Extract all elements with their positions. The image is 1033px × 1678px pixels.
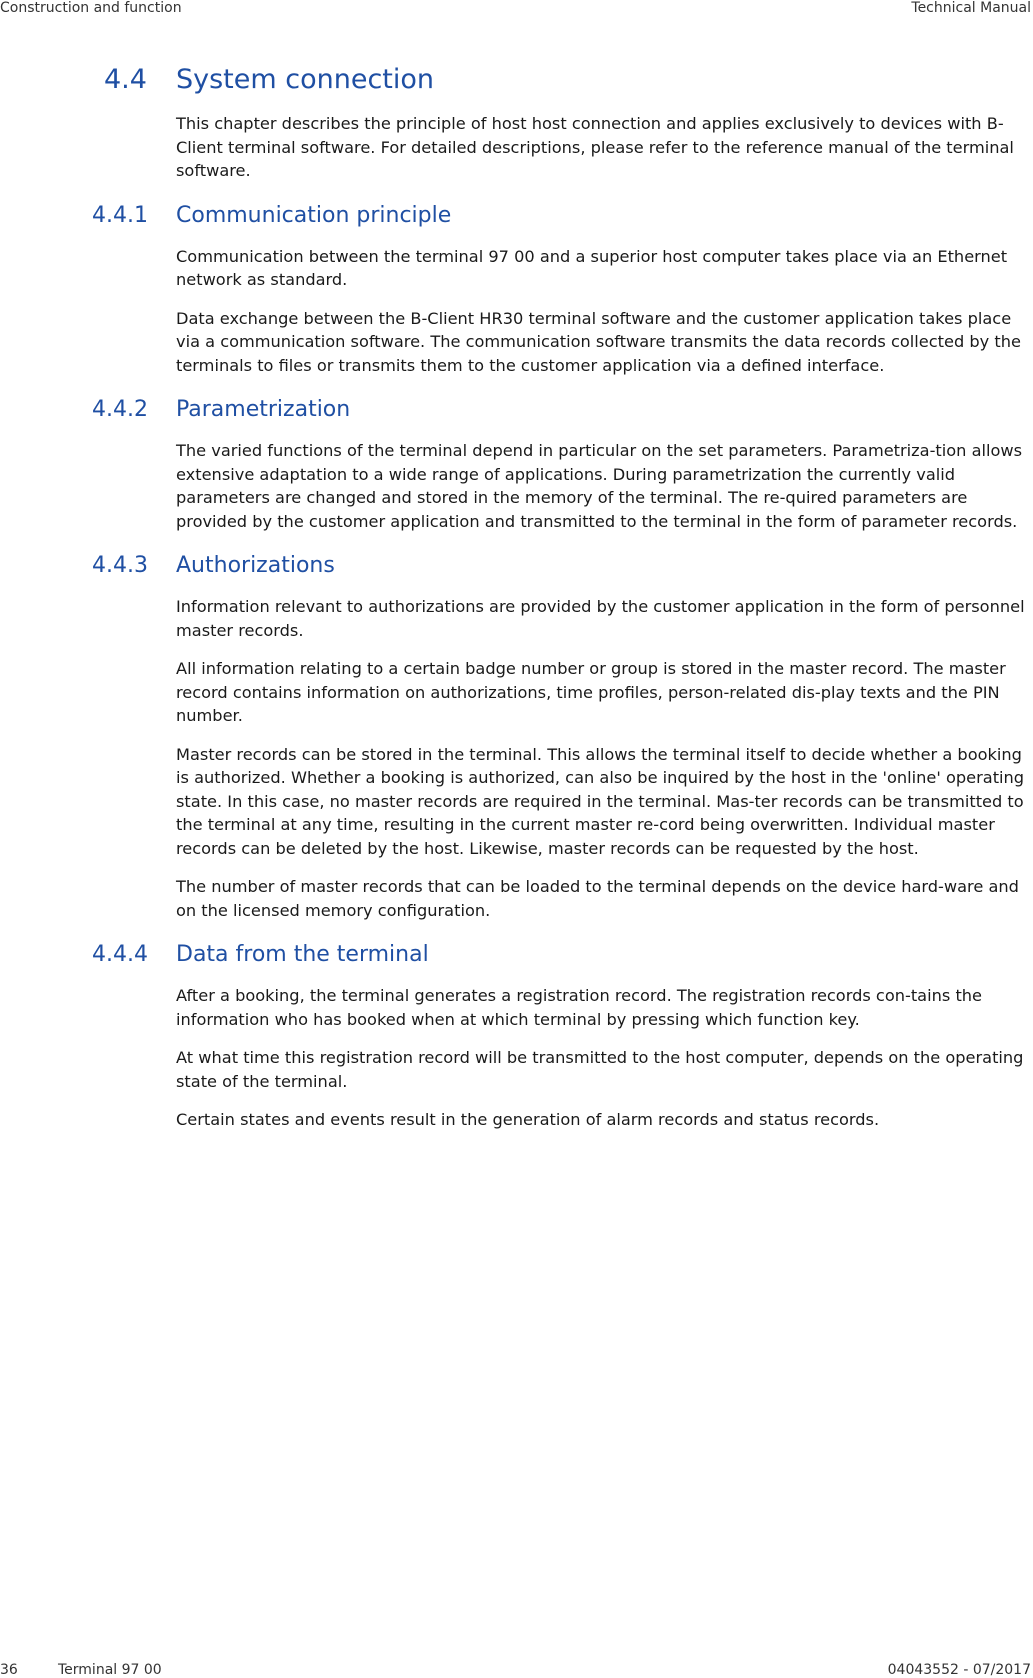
paragraph: All information relating to a certain badge number or group is stored in the master record. The master record contains information on authorizations, time profiles, person-related dis-play texts and the PIN number. bbox=[176, 659, 1006, 725]
subsection-title: Authorizations bbox=[176, 553, 335, 578]
subsection-title: Parametrization bbox=[176, 397, 351, 422]
section-heading bbox=[0, 58, 1033, 102]
subsection-heading bbox=[0, 197, 1033, 235]
paragraph: Certain states and events result in the generation of alarm records and status records. bbox=[176, 1110, 880, 1129]
section-data-from-terminal bbox=[0, 936, 1033, 1132]
paragraph: After a booking, the terminal generates a registration record. The registration records con-tains the information who has booked when at which terminal by pressing which function key. bbox=[176, 986, 983, 1029]
subsection-title: Communication principle bbox=[176, 202, 452, 228]
subsection-heading bbox=[0, 391, 1033, 429]
subsection-title: Data from the terminal bbox=[176, 942, 429, 967]
paragraph: The varied functions of the terminal depend in particular on the set parameters. Parametriza-tion allows extensive adaptation to a wide range of applications. During parametrization the currently valid parameters are changed and stored in the memory of the terminal. The re-quired parameters are provided by the customer application and transmitted to the terminal in the form of parameter records. bbox=[176, 441, 1023, 531]
section-system-connection bbox=[0, 58, 1033, 183]
paragraph: Master records can be stored in the terminal. This allows the terminal itself to decide whether a booking is authorized. Whether a booking is authorized, can also be inquired by the host in the 'online' operating state. In this case, no master records are required in the terminal. Mas-ter records can be transmitted to the terminal at any time, resulting in the current master re-cord being overwritten. Individual master records can be deleted by the host. Likewise, master records can be requested by the host. bbox=[176, 744, 1025, 858]
section-authorizations bbox=[0, 547, 1033, 922]
subsection-number: 4.4.3 bbox=[92, 553, 148, 578]
paragraph: Communication between the terminal 97 00 and a superior host computer takes place via an Ethernet network as standard. bbox=[176, 246, 1008, 289]
section-communication-principle bbox=[0, 197, 1033, 378]
footer-document-id: 04043552 - 07/2017 bbox=[887, 1662, 1031, 1678]
page-number: 36 bbox=[0, 1662, 18, 1678]
paragraph: At what time this registration record will be transmitted to the host computer, depends on the operating state of the terminal. bbox=[176, 1048, 1024, 1091]
running-header-left: Construction and function bbox=[0, 0, 182, 16]
paragraph: The number of master records that can be loaded to the terminal depends on the device hard-ware and on the licensed memory configuration. bbox=[176, 877, 1019, 920]
paragraph: Information relevant to authorizations are provided by the customer application in the form of personnel master records. bbox=[176, 597, 1025, 640]
subsection-number: 4.4.4 bbox=[92, 942, 148, 967]
page-content bbox=[0, 58, 1033, 1132]
section-title: System connection bbox=[176, 64, 435, 95]
subsection-number: 4.4.2 bbox=[92, 397, 148, 422]
running-header-right: Technical Manual bbox=[911, 0, 1031, 16]
section-parametrization bbox=[0, 391, 1033, 533]
subsection-heading bbox=[0, 936, 1033, 974]
paragraph: This chapter describes the principle of host host connection and applies exclusively to devices with B-Client terminal software. For detailed descriptions, please refer to the reference manual of the terminal software. bbox=[176, 114, 1014, 180]
subsection-heading bbox=[0, 547, 1033, 585]
section-number: 4.4 bbox=[104, 64, 147, 95]
paragraph: Data exchange between the B-Client HR30 terminal software and the customer application takes place via a communication software. The communication software transmits the data records collected by the terminals to files or transmits them to the customer application via a defined interface. bbox=[176, 308, 1021, 375]
footer-product: Terminal 97 00 bbox=[58, 1662, 162, 1678]
subsection-number: 4.4.1 bbox=[92, 202, 148, 228]
